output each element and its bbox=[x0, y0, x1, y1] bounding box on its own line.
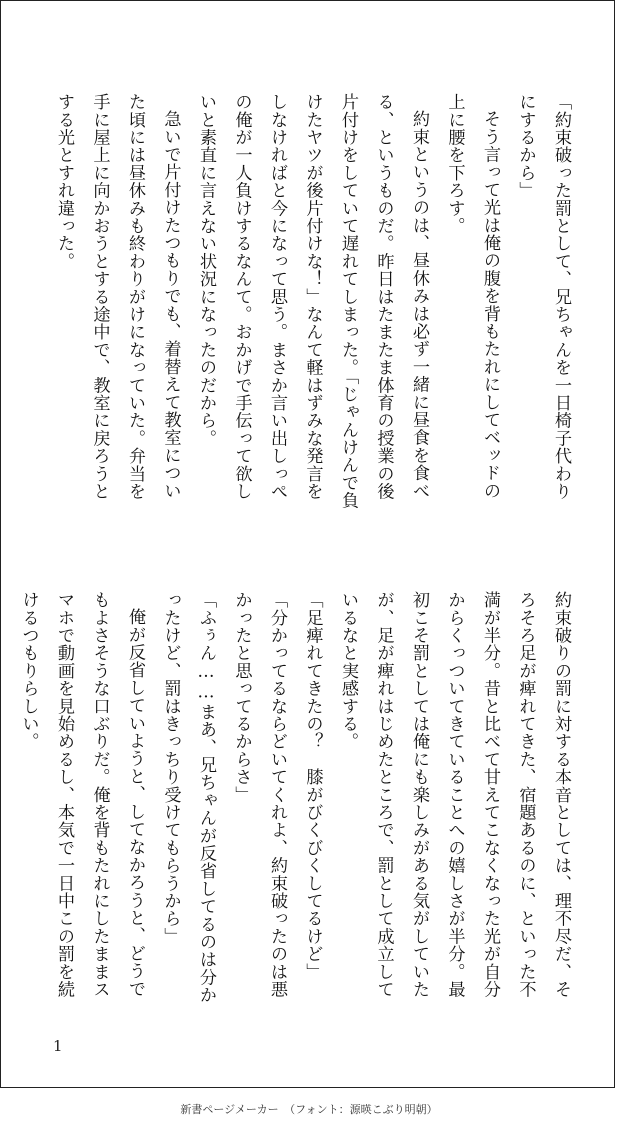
dialogue-line: 「分かってるならどいてくれよ、約束破ったのは悪かったと思ってるからさ」 bbox=[231, 591, 287, 999]
upper-text-block bbox=[38, 93, 578, 513]
page-number: 1 bbox=[53, 1037, 63, 1055]
paragraph: 急いで片付けたつもりでも、着替えて教室についた頃には昼休みも終わりがけになっていた。弁当を手に屋上に向かおうとする途中で、教室に戻ろうとする光とすれ違った。 bbox=[54, 93, 181, 501]
paragraph: 約束というのは、昼休みは必ず一緒に昼食を食べる、というものだ。昨日はたまたま体育の授業の後片付けをしていて遅れてしまった。「じゃんけんで負けたヤツが後片付けな！」なんて軽はずみな発言をしなければと今になって思う。まさか言い出しっぺの俺が一人負けするなんて。おかげで手伝って欲しいと素直に言えない状況になったのだから。 bbox=[196, 93, 429, 510]
paragraph: 「約束破った罰として、兄ちゃんを一日椅子代わりにするから」 bbox=[515, 93, 571, 501]
dialogue-line: 「ふぅん……まあ、兄ちゃんが反省してるのは分かったけど、罰はきっちり受けてもらうから」 bbox=[160, 591, 216, 1004]
lower-text-block bbox=[18, 591, 578, 1011]
paragraph: 約束破りの罰に対する本音としては、理不尽だ、そろそろ足が痺れてきた、宿題あるのに、といった不満が半分。昔と比べて甘えてこなくなった光が自分からくっついてきていることへの嬉しさが半分。最初こそ罰としては俺にも楽しみがある気がしていたが、足が痺れはじめたところで、罰として成立しているなと実感する。 bbox=[338, 591, 571, 999]
dialogue-line: 「足痺れてきたの？ 膝がびくびくしてるけど」 bbox=[302, 591, 323, 981]
paragraph: 俺が反省していようと、してなかろうと、どうでもよさそうな口ぶりだ。俺を背もたれにしたままスマホで動画を見始めるし、本気で一日中この罰を続けるつもりらしい。 bbox=[18, 591, 145, 999]
lower-text-column-flow bbox=[10, 591, 578, 1011]
footer-caption: 新書ページメーカー （フォント：源暎こぶり明朝） bbox=[180, 1103, 438, 1116]
upper-text-column-flow bbox=[46, 93, 579, 513]
paragraph: そう言って光は俺の腹を背もたれにしてベッドの上に腰を下ろす。 bbox=[444, 93, 500, 500]
